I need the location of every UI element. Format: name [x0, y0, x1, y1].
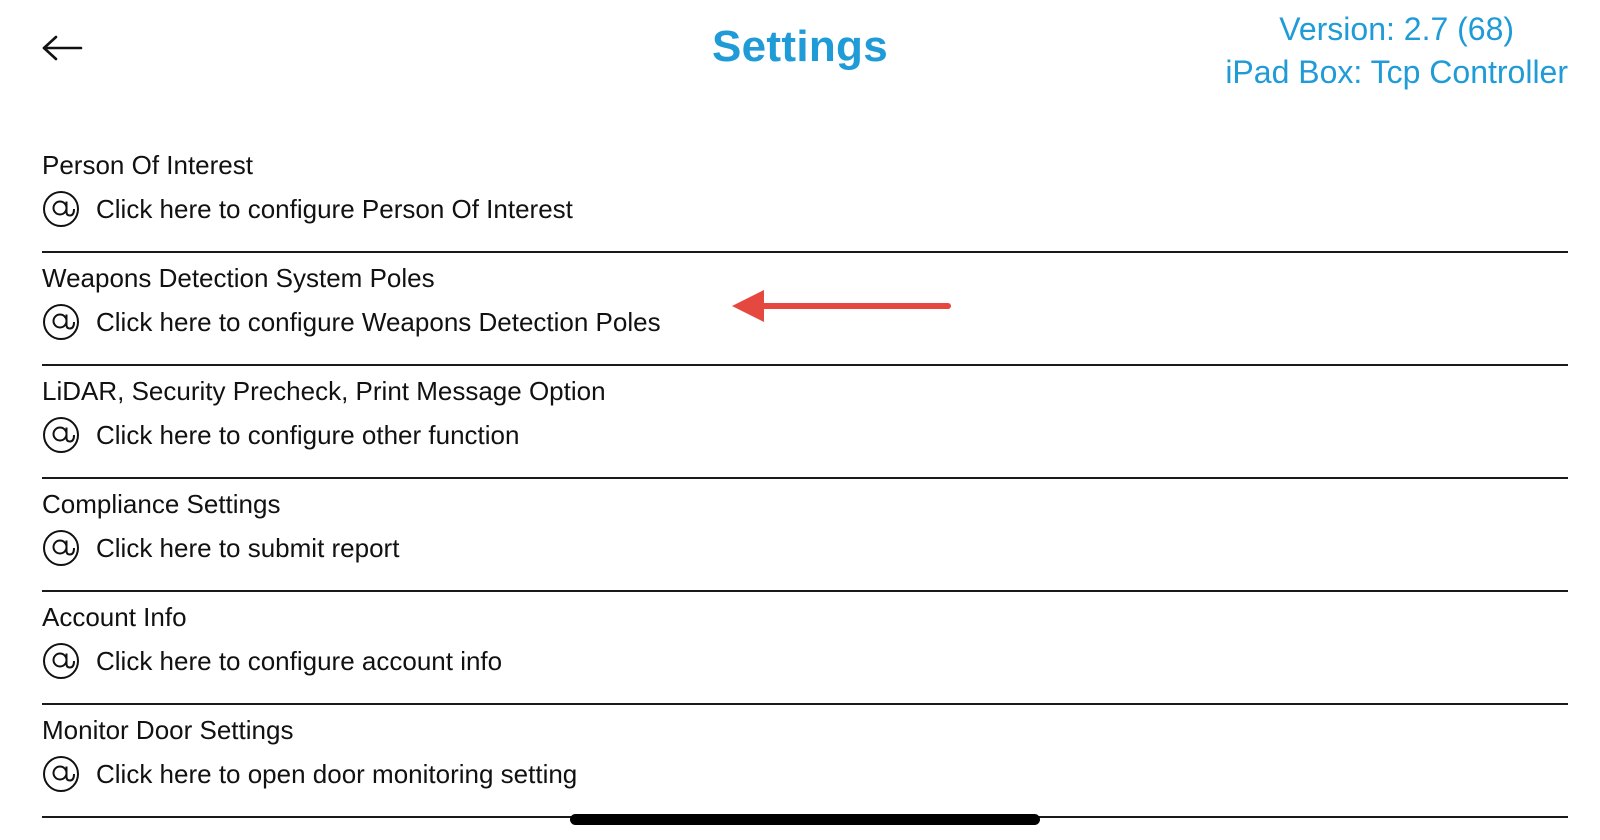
- settings-item-monitor-door[interactable]: [42, 705, 1568, 818]
- item-row: [42, 416, 519, 454]
- item-subtitle: Click here to submit report: [96, 532, 400, 563]
- settings-item-person-of-interest[interactable]: [42, 140, 1568, 253]
- item-row: [42, 529, 399, 567]
- at-sign-icon: [42, 190, 80, 228]
- item-title: Monitor Door Settings: [42, 715, 294, 745]
- item-title: Compliance Settings: [42, 489, 281, 519]
- item-subtitle: Click here to open door monitoring setting: [96, 758, 578, 789]
- settings-item-other-functions[interactable]: [42, 366, 1568, 479]
- item-subtitle: Click here to configure Weapons Detection Poles: [96, 306, 661, 337]
- settings-item-compliance[interactable]: [42, 479, 1568, 592]
- item-row: [42, 303, 661, 341]
- item-subtitle: Click here to configure Person Of Interest: [96, 193, 573, 224]
- device-label: iPad Box: Tcp Controller: [1225, 54, 1568, 90]
- at-sign-icon: [42, 529, 80, 567]
- page-title: Settings: [712, 22, 888, 71]
- at-sign-icon: [42, 642, 80, 680]
- item-title: Account Info: [42, 602, 187, 632]
- version-info: [1225, 8, 1568, 94]
- version-label: Version: 2.7 (68): [1279, 11, 1515, 47]
- home-indicator[interactable]: [570, 814, 1040, 825]
- item-subtitle: Click here to configure other function: [96, 419, 520, 450]
- at-sign-icon: [42, 416, 80, 454]
- item-title: Weapons Detection System Poles: [42, 263, 435, 293]
- item-row: [42, 642, 502, 680]
- item-title: Person Of Interest: [42, 150, 253, 180]
- settings-item-account-info[interactable]: [42, 592, 1568, 705]
- item-title: LiDAR, Security Precheck, Print Message Option: [42, 376, 606, 406]
- at-sign-icon: [42, 755, 80, 793]
- item-row: [42, 755, 577, 793]
- red-arrow-left-icon: [730, 287, 952, 325]
- item-subtitle: Click here to configure account info: [96, 645, 503, 676]
- at-sign-icon: [42, 303, 80, 341]
- item-row: [42, 190, 573, 228]
- settings-list: [42, 140, 1568, 818]
